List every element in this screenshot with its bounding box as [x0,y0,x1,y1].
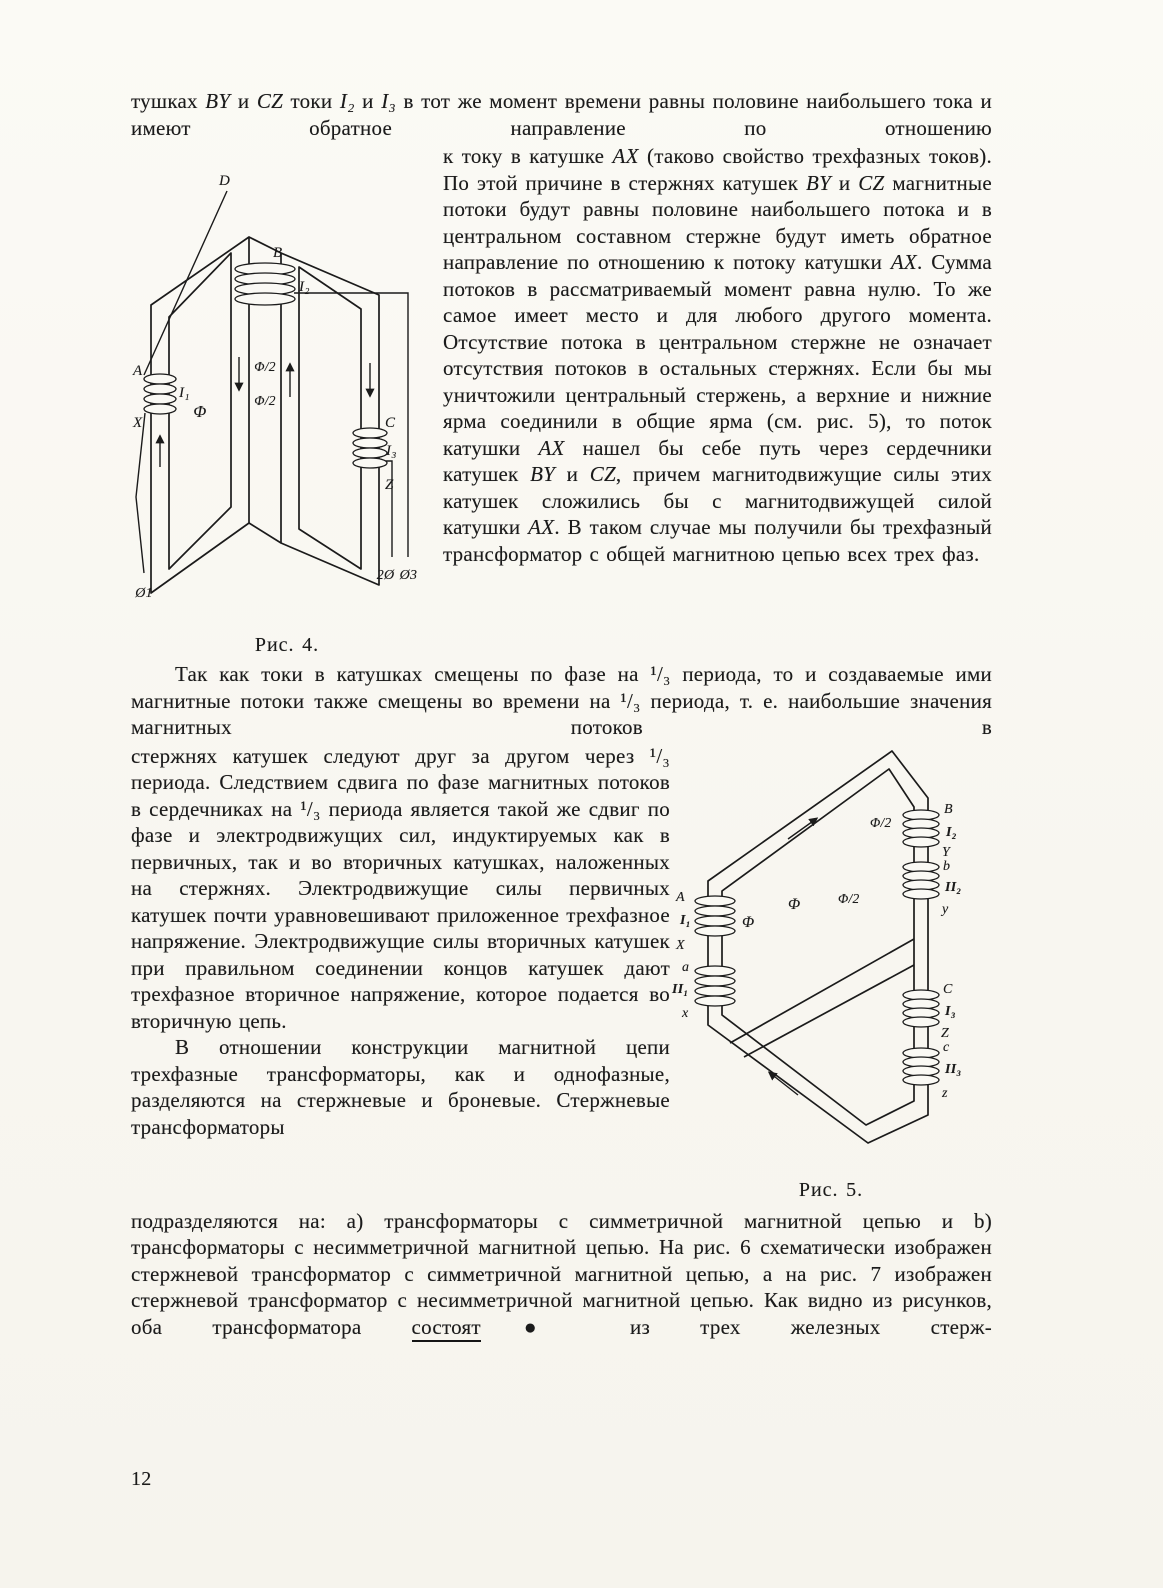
fig5-label-II1: II₁ [672,981,689,997]
fig5-label-II3: II₃ [945,1061,962,1077]
fig5-label-x: x [682,1005,689,1021]
fig5-label-z: z [942,1085,948,1101]
fig5-label-y: y [942,901,949,917]
fig5-label-B: B [944,801,953,817]
fig4-label-terminal-1: Ø1 [135,586,153,601]
fig4-label-terminal-23: 2Ø Ø3 [376,568,418,583]
fig4-label-i2: I₂ [299,279,310,295]
fig4-label-phi-half-b: Φ/2 [254,393,276,408]
fig4-label-i1: I₁ [179,385,190,401]
fig5-label-phi-window: Φ [788,895,801,913]
fig4-label-a: A [133,363,143,379]
fig4-label-c: C [385,415,396,431]
figure-4 [131,141,443,658]
paragraph-beside-fig5-2: В отношении конструкции магнитной цепи трехфазные трансформаторы, как и однофазные, разделяются на стержневые и броневые. Стержневые трансформаторы [131,1035,670,1139]
fig5-label-C: C [943,981,953,997]
fig4-label-z: Z [385,477,394,493]
figure-4-caption: Рис. 4. [254,633,320,656]
fig4-label-i3: I₃ [386,443,397,459]
fig5-label-I2: I₂ [946,824,957,840]
figure-5-drawing [670,743,990,1163]
fig5-label-X: X [676,937,685,953]
fig5-label-Z: Z [941,1025,950,1041]
fig5-label-phi-half-top: Φ/2 [870,814,892,830]
fig4-label-x: X [133,415,143,431]
fig4-label-phi: Φ [193,402,207,421]
fig4-label-phi-half-a: Φ/2 [254,359,276,374]
fig5-label-phi-left: Φ [742,913,755,931]
paragraph-beside-fig4: к току в катушке AX (таково свойство трехфазных токов). По этой причине в стержнях катушек BY и CZ магнитные потоки будут равны половине наибольшего потока и в центральном составном стержне будут иметь обратное направление по отношению к потоку катушки AX. Сумма потоков в рассматриваемый момент равна нулю. То же самое имеет место и для любого другого момента. Отсутствие потока в центральном стержне не означает отсутствия потоков в остальных стержнях. Если бы мы уничтожили центральный стержень, а верхние и нижние ярма соединили в общие ярма (см. рис. 5), то поток катушки AX нашел бы себе путь через сердечники катушек BY и CZ, причем магнитодвижущие силы этих катушек сложились бы с магнитодвижущей силой катушки AX. В таком случае мы получили бы трехфазный трансформатор с общей магнитною цепью всех трех фаз. [443,144,992,566]
paragraph-bottom: подразделяются на: a) трансформаторы с симметричной магнитной цепью и b) трансформаторы с несимметричной магнитной цепью. На рис. 6 схематически изображен стержневой трансформатор с симметричной магнитной цепью, а на рис. 7 изображен стержневой трансформатор с несимметричной магнитной цепью. Как видно из рисунков, оба трансформатора состоят● из трех железных стерж- [131,1208,992,1341]
fig5-label-Y: Y [942,844,951,860]
paragraph-top: тушках BY и CZ токи I₂ и I₃ в тот же момент времени равны половине наибольшего тока и имеют обратное направление по отношению [131,89,992,140]
fig5-label-phi-half-window: Φ/2 [838,890,860,906]
fig5-label-c: c [943,1039,950,1055]
fig4-label-d: D [219,173,231,189]
page-number: 12 [131,1467,152,1490]
fig5-core-outline [708,751,928,1143]
figure-5 [670,741,992,1204]
fig5-label-A: A [676,889,685,905]
fig5-label-a: a [682,959,690,975]
fig5-label-I3: I₃ [945,1003,956,1019]
fig5-flux-arrows [770,819,816,1095]
fig5-label-II2: II₂ [945,879,962,895]
fig4-label-b: B [273,245,283,261]
fig5-coils [695,810,939,1085]
section-fig4 [131,141,992,658]
column-beside-fig5 [131,743,670,1141]
paragraph-middle: Так как токи в катушках смещены по фазе на ¹/₃ периода, то и создаваемые ими магнитные потоки также смещены во времени на ¹/₃ периода, т. е. наибольшие значения магнитных потоков в [131,662,992,739]
figure-4-drawing [131,165,431,617]
paragraph-beside-fig5-1: стержнях катушек следуют друг за другом через ¹/₃ периода. Следствием сдвига по фазе магнитных потоков в сердечниках на ¹/₃ периода является такой же сдвиг по фазе и электродвижущих сил, индуктируемых как в первичных, так и во вторичных катушках, наложенных на стержнях. Электродвижущие силы первичных катушек почти уравновешивают приложенное трехфазное напряжение. Электродвижущие силы вторичных катушек при правильном соединении концов катушек дают трехфазное вторичное напряжение, которое подается во вторичную цепь. [131,743,670,1033]
figure-5-caption: Рис. 5. [798,1179,864,1201]
fig5-label-I1: I₁ [680,912,691,928]
fig5-label-b: b [943,858,951,874]
section-fig5 [131,741,992,1204]
